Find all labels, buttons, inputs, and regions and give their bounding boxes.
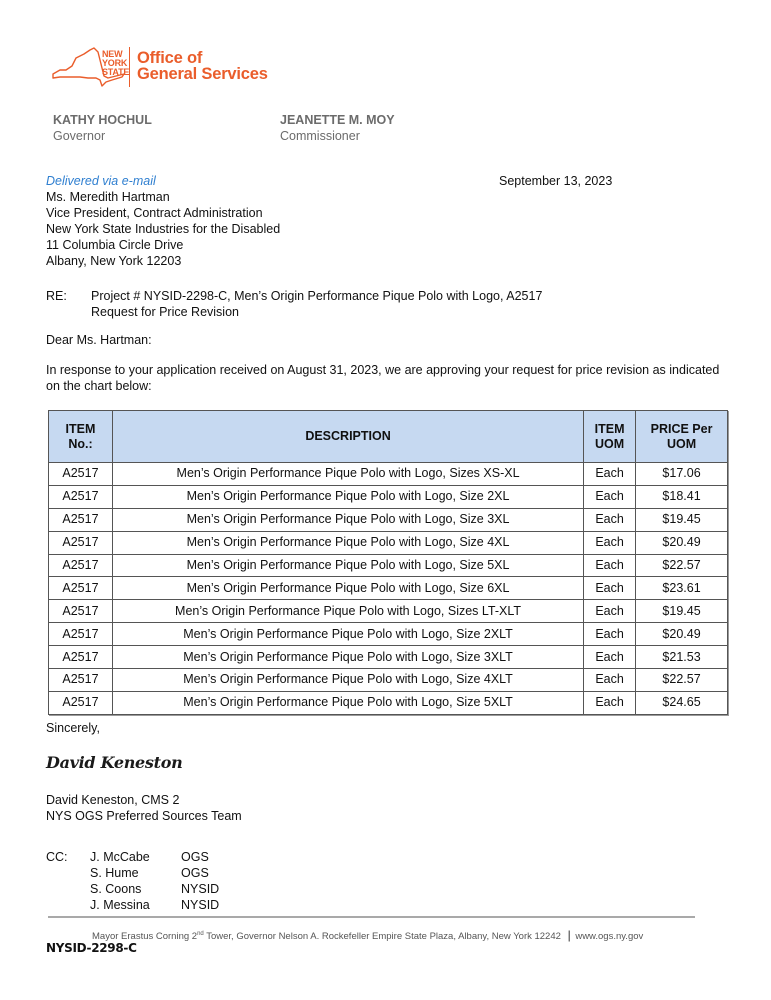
salutation: Dear Ms. Hartman: <box>46 333 152 347</box>
recipient-name: Ms. Meredith Hartman <box>46 190 170 204</box>
cc-org: NYSID <box>181 882 220 896</box>
cc-orgs <box>181 849 219 913</box>
recipient-address <box>46 189 280 269</box>
governor-name: KATHY HOCHUL <box>53 113 152 127</box>
description-cell: Men’s Origin Performance Pique Polo with Logo, Size 2XL <box>112 485 583 508</box>
table-row <box>49 623 728 646</box>
ny-state-wordmark: NEW YORK STATE <box>102 49 130 77</box>
price-cell: $20.49 <box>636 531 728 554</box>
uom-cell: Each <box>584 623 636 646</box>
cc-org: OGS <box>181 866 209 880</box>
footer-website-link[interactable]: www.ogs.ny.gov <box>575 931 644 942</box>
recipient-city: Albany, New York 12203 <box>46 254 182 268</box>
org-name: Office of General Services <box>137 49 268 83</box>
footer-separator: | <box>567 928 571 942</box>
table-row <box>49 600 728 623</box>
description-cell: Men’s Origin Performance Pique Polo with Logo, Sizes LT-XLT <box>112 600 583 623</box>
cc-name: J. Messina <box>90 898 150 912</box>
footer-address: Mayor Erastus Corning 2nd Tower, Governor Nelson A. Rockefeller Empire State Plaza, Albany, New York 12242 | www.ogs.ny.gov <box>92 928 644 942</box>
table-row <box>49 531 728 554</box>
uom-cell: Each <box>584 577 636 600</box>
cc-names <box>90 849 150 913</box>
column-header-description: DESCRIPTION <box>112 411 583 463</box>
price-cell: $20.49 <box>636 623 728 646</box>
cc-label: CC: <box>46 850 68 864</box>
recipient-street: 11 Columbia Circle Drive <box>46 238 184 252</box>
item-no-cell: A2517 <box>49 623 113 646</box>
item-no-cell: A2517 <box>49 691 113 714</box>
price-cell: $19.45 <box>636 508 728 531</box>
table-row <box>49 554 728 577</box>
price-cell: $18.41 <box>636 485 728 508</box>
item-no-cell: A2517 <box>49 600 113 623</box>
item-no-cell: A2517 <box>49 577 113 600</box>
description-cell: Men’s Origin Performance Pique Polo with Logo, Size 2XLT <box>112 623 583 646</box>
price-cell: $22.57 <box>636 669 728 692</box>
column-header-price: PRICE Per UOM <box>636 411 728 463</box>
footer-divider <box>48 916 695 918</box>
price-cell: $24.65 <box>636 691 728 714</box>
uom-cell: Each <box>584 463 636 486</box>
recipient-title: Vice President, Contract Administration <box>46 206 263 220</box>
uom-cell: Each <box>584 508 636 531</box>
column-header-item-no: ITEM No.: <box>49 411 113 463</box>
description-cell: Men’s Origin Performance Pique Polo with Logo, Size 3XL <box>112 508 583 531</box>
price-cell: $17.06 <box>636 463 728 486</box>
recipient-organization: New York State Industries for the Disabled <box>46 222 281 236</box>
uom-cell: Each <box>584 669 636 692</box>
logo-divider <box>129 47 130 87</box>
subject-line-1: Project # NYSID-2298-C, Men’s Origin Performance Pique Polo with Logo, A2517 <box>91 289 543 303</box>
signer-team: NYS OGS Preferred Sources Team <box>46 809 242 823</box>
governor-title: Governor <box>53 129 106 143</box>
price-cell: $22.57 <box>636 554 728 577</box>
document-code: NYSID-2298-C <box>46 941 137 955</box>
description-cell: Men’s Origin Performance Pique Polo with Logo, Size 5XL <box>112 554 583 577</box>
subject-lines <box>91 288 542 320</box>
table-row <box>49 463 728 486</box>
description-cell: Men’s Origin Performance Pique Polo with Logo, Size 4XLT <box>112 669 583 692</box>
description-cell: Men’s Origin Performance Pique Polo with Logo, Size 6XL <box>112 577 583 600</box>
cc-name: S. Hume <box>90 866 139 880</box>
item-no-cell: A2517 <box>49 531 113 554</box>
commissioner-name: JEANETTE M. MOY <box>280 113 395 127</box>
cc-name: S. Coons <box>90 882 142 896</box>
cc-org: OGS <box>181 850 209 864</box>
description-cell: Men’s Origin Performance Pique Polo with Logo, Sizes XS-XL <box>112 463 583 486</box>
table-header-row <box>49 411 728 463</box>
item-no-cell: A2517 <box>49 554 113 577</box>
uom-cell: Each <box>584 485 636 508</box>
letter-date: September 13, 2023 <box>499 174 613 188</box>
item-no-cell: A2517 <box>49 485 113 508</box>
item-no-cell: A2517 <box>49 646 113 669</box>
cc-name: J. McCabe <box>90 850 150 864</box>
table-row <box>49 646 728 669</box>
subject-line-2: Request for Price Revision <box>91 305 239 319</box>
price-cell: $23.61 <box>636 577 728 600</box>
uom-cell: Each <box>584 531 636 554</box>
uom-cell: Each <box>584 554 636 577</box>
uom-cell: Each <box>584 600 636 623</box>
cc-org: NYSID <box>181 898 220 912</box>
description-cell: Men’s Origin Performance Pique Polo with Logo, Size 3XLT <box>112 646 583 669</box>
closing: Sincerely, <box>46 721 100 735</box>
item-no-cell: A2517 <box>49 508 113 531</box>
description-cell: Men’s Origin Performance Pique Polo with Logo, Size 4XL <box>112 531 583 554</box>
uom-cell: Each <box>584 691 636 714</box>
signature: David Keneston <box>46 753 183 772</box>
table-row <box>49 485 728 508</box>
commissioner-title: Commissioner <box>280 129 360 143</box>
subject-label: RE: <box>46 289 67 303</box>
uom-cell: Each <box>584 646 636 669</box>
delivery-method: Delivered via e-mail <box>46 174 156 188</box>
item-no-cell: A2517 <box>49 463 113 486</box>
price-cell: $21.53 <box>636 646 728 669</box>
table-row <box>49 669 728 692</box>
price-revision-table <box>48 410 728 715</box>
signer-name-title: David Keneston, CMS 2 <box>46 793 180 807</box>
column-header-uom: ITEM UOM <box>584 411 636 463</box>
table-row <box>49 577 728 600</box>
body-paragraph: In response to your application received on August 31, 2023, we are approving your request for price revision as indicated on the chart below: <box>46 363 720 393</box>
price-cell: $19.45 <box>636 600 728 623</box>
description-cell: Men’s Origin Performance Pique Polo with Logo, Size 5XLT <box>112 691 583 714</box>
signer-block <box>46 792 242 824</box>
table-row <box>49 508 728 531</box>
item-no-cell: A2517 <box>49 669 113 692</box>
table-row <box>49 691 728 714</box>
